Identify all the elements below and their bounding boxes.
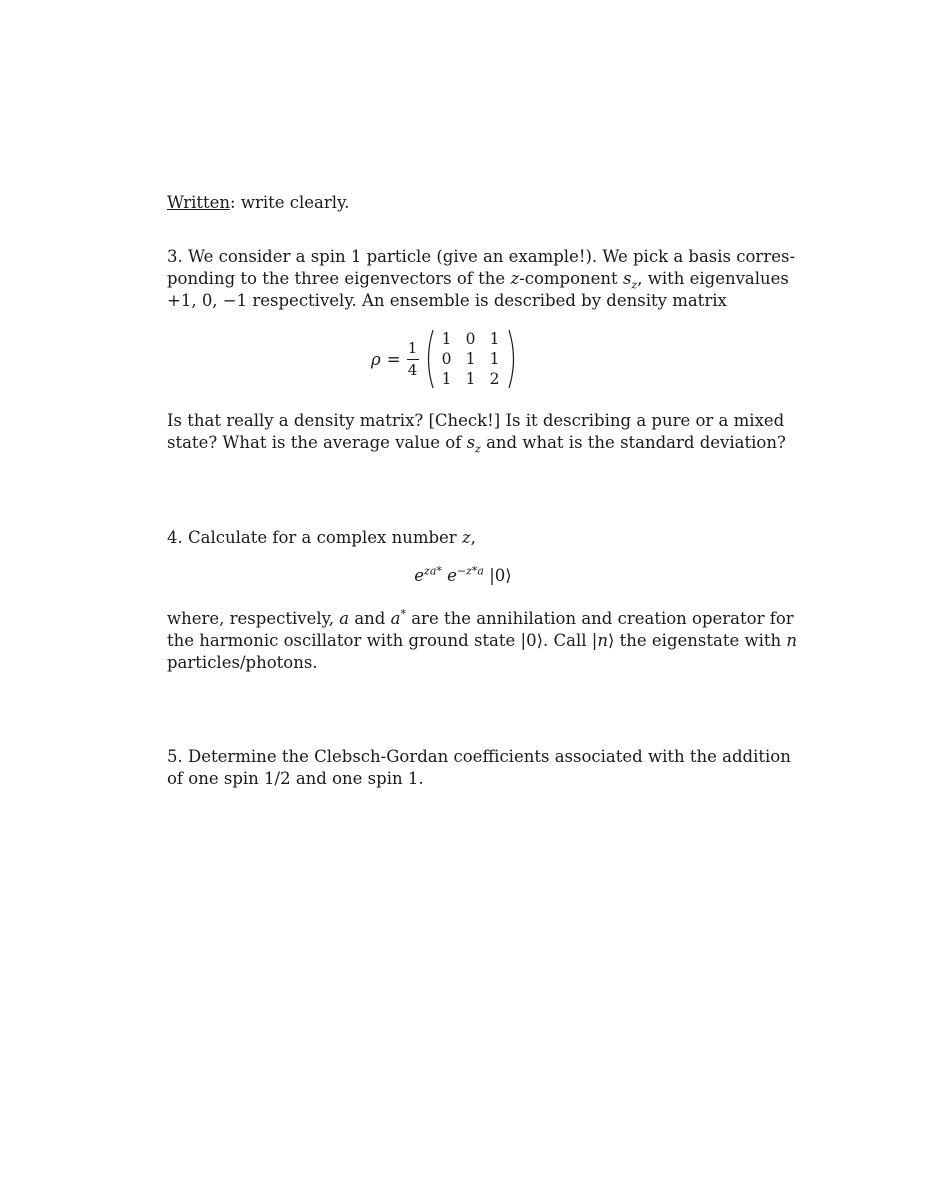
left-paren-icon xyxy=(423,329,435,389)
density-matrix-equation xyxy=(371,328,519,390)
equals-sign: = xyxy=(386,349,401,369)
matrix-cell: 1 xyxy=(465,350,476,368)
rho-symbol: ρ xyxy=(371,349,381,369)
matrix-cell: 0 xyxy=(465,330,476,348)
prefactor-denominator: 4 xyxy=(407,360,418,379)
right-paren-icon xyxy=(507,329,519,389)
q3-follow-line-2: state? What is the average value of $s_z$ and what is the standard deviation? xyxy=(167,433,786,456)
q3-line-1: 3. We consider a spin 1 particle (give an example!). We pick a basis corres- xyxy=(167,247,796,266)
q4-follow-line-1: where, respectively, a and a* are the annihilation and creation operator for xyxy=(167,607,794,628)
q3-follow-line-1: Is that really a density matrix? [Check!] Is it describing a pure or a mixed xyxy=(167,411,785,430)
matrix-cell: 1 xyxy=(465,370,476,388)
question-5-text xyxy=(167,746,791,790)
written-rest: : write clearly. xyxy=(230,193,350,212)
matrix-cell: 2 xyxy=(489,370,500,388)
q5-line-2: of one spin 1/2 and one spin 1. xyxy=(167,769,424,788)
matrix-cell: 1 xyxy=(441,370,452,388)
question-4-intro: 4. Calculate for a complex number z, xyxy=(167,528,476,547)
q5-line-1: 5. Determine the Clebsch-Gordan coefficients associated with the addition xyxy=(167,747,791,766)
written-label: Written xyxy=(167,193,231,212)
matrix-cell: 1 xyxy=(489,350,500,368)
matrix-cell: 1 xyxy=(489,330,500,348)
q4-expression: $e^{za*}$ $e^{-z*a}$ |0⟩ xyxy=(414,564,512,585)
q3-line-3: +1, 0, −1 respectively. An ensemble is described by density matrix xyxy=(167,291,727,310)
q4-follow-line-3: particles/photons. xyxy=(167,653,318,672)
instructions-line xyxy=(167,192,759,214)
prefactor-numerator: 1 xyxy=(407,338,418,357)
question-3-text xyxy=(167,246,796,312)
question-3-followup xyxy=(167,410,786,456)
q4-follow-line-2: the harmonic oscillator with ground state |0⟩. Call |n⟩ the eigenstate with n xyxy=(167,631,798,650)
question-4-followup xyxy=(167,607,798,674)
prefactor-fraction xyxy=(407,340,419,379)
q3-line-2: ponding to the three eigenvectors of the z-component $s_z$, with eigenvalues xyxy=(167,269,789,292)
matrix-cell: 1 xyxy=(441,330,452,348)
matrix-grid xyxy=(435,329,507,389)
matrix-cell: 0 xyxy=(441,350,452,368)
